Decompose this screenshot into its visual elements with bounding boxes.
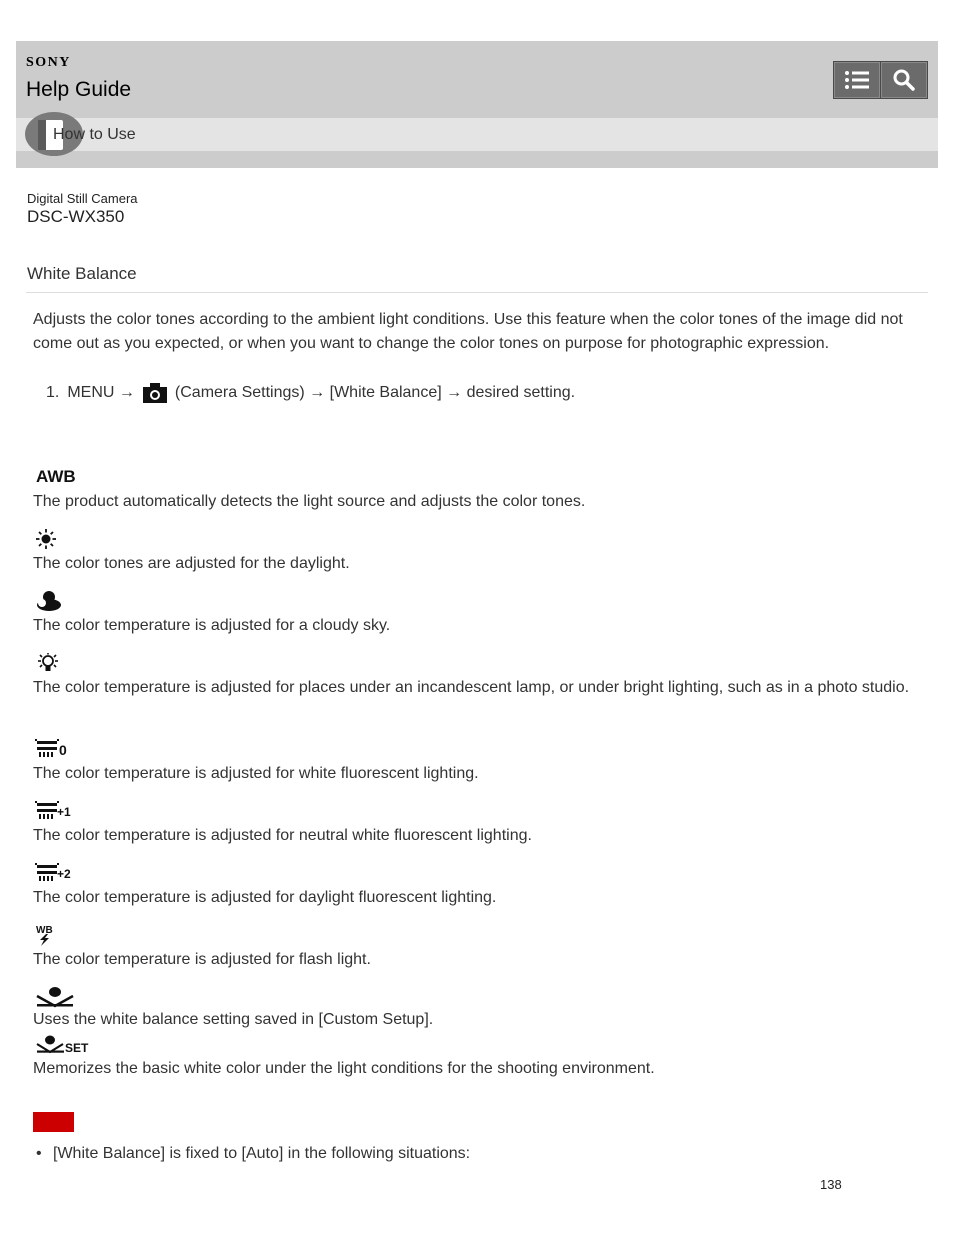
note-list-item — [36, 1142, 470, 1166]
fluorescent-cool-white-description: The color temperature is adjusted for neutral white fluorescent lighting. — [33, 827, 532, 844]
fluorescent-day-white-description: The color temperature is adjusted for daylight fluorescent lighting. — [33, 889, 497, 906]
daylight-description: The color tones are adjusted for the daylight. — [33, 555, 350, 572]
custom-set-icon — [35, 1035, 93, 1055]
camera-settings-icon — [143, 383, 167, 403]
table-of-contents-button[interactable] — [833, 61, 881, 99]
intro-paragraph: Adjusts the color tones according to the ambient light conditions. Use this feature when the color tones of the image did not come out as you expected, or when you want to change the color tones on purpose for photographic expression. — [33, 311, 903, 352]
fluorescent-cool-white-icon — [35, 801, 75, 821]
fluorescent-warm-white-description: The color temperature is adjusted for white fluorescent lighting. — [33, 765, 479, 782]
cloudy-icon — [35, 590, 63, 610]
step-menu-text: MENU → — [67, 384, 135, 401]
daylight-icon — [35, 529, 57, 549]
list-icon — [844, 69, 870, 91]
awb-label: AWB — [36, 467, 76, 486]
incandescent-icon — [35, 653, 61, 673]
awb-icon — [35, 466, 76, 486]
note-marker — [33, 1112, 74, 1132]
custom-set-label: SET — [65, 1041, 89, 1055]
custom-set-description: Memorizes the basic white color under the light conditions for the shooting environment. — [33, 1060, 655, 1077]
flash-wb-label: WB — [36, 925, 53, 936]
search-icon — [892, 68, 916, 92]
flash-wb-icon — [35, 924, 55, 944]
model-category: Digital Still Camera — [27, 191, 138, 206]
fluorescent-warm-white-icon — [35, 739, 75, 759]
fluorescent-plus1-label: +1 — [57, 805, 71, 819]
sony-logo: SONY — [26, 55, 71, 70]
incandescent-description: The color temperature is adjusted for places under an incandescent lamp, or under bright lighting, such as in a photo studio. — [33, 679, 910, 696]
search-button[interactable] — [880, 61, 928, 99]
page-title: White Balance — [27, 264, 137, 283]
step-path-text: (Camera Settings) → [White Balance] → desired setting. — [174, 384, 576, 401]
breadcrumb-how-to-use[interactable]: How to Use — [53, 126, 136, 143]
breadcrumb-bar — [16, 118, 938, 151]
model-name: DSC-WX350 — [27, 207, 125, 226]
custom-description: Uses the white balance setting saved in [Custom Setup]. — [33, 1011, 434, 1028]
header — [16, 41, 938, 168]
fluorescent-day-white-icon — [35, 863, 75, 883]
bullet-dot-icon: • — [36, 1145, 42, 1162]
divider — [26, 292, 928, 293]
help-guide-title[interactable]: Help Guide — [26, 78, 132, 101]
flash-description: The color temperature is adjusted for flash light. — [33, 951, 371, 968]
note-text: [White Balance] is fixed to [Auto] in the following situations: — [53, 1145, 471, 1162]
step-1 — [46, 381, 575, 405]
cloudy-description: The color temperature is adjusted for a cloudy sky. — [33, 617, 391, 634]
fluorescent-plus2-label: +2 — [57, 867, 71, 881]
fluorescent-0-label: 0 — [59, 742, 67, 758]
awb-description: The product automatically detects the light source and adjusts the color tones. — [33, 493, 586, 510]
custom-icon — [35, 986, 75, 1006]
step-number: 1. — [46, 384, 60, 401]
page-number: 138 — [820, 1177, 842, 1192]
